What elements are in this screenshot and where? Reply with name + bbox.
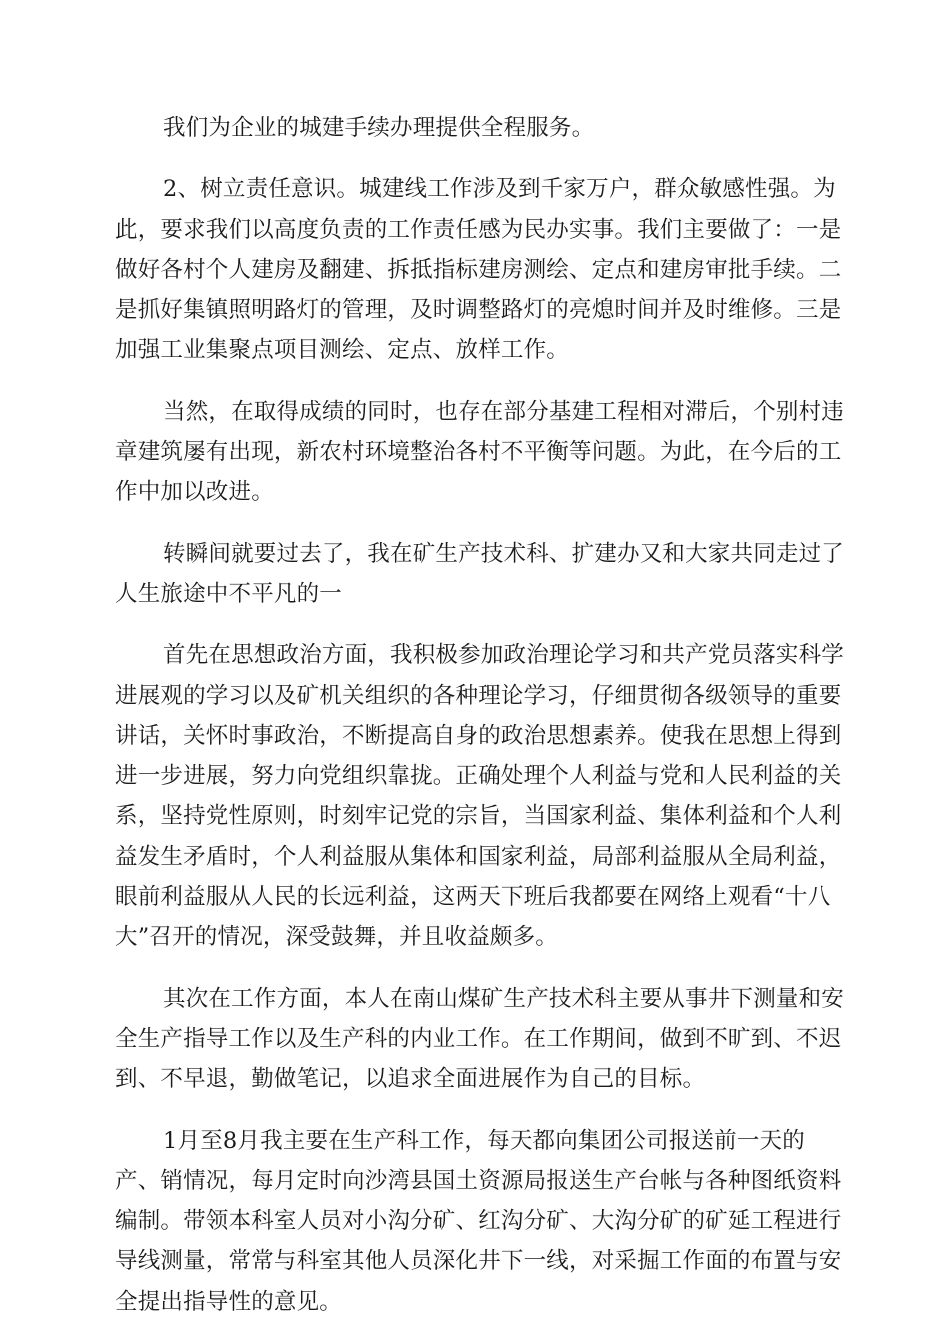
paragraph-line: 当然，在取得成绩的同时，也存在部分基建工程相对滞后，个别村违 xyxy=(163,398,845,425)
paragraph-line: 全提出指导性的意见。 xyxy=(115,1288,343,1315)
paragraph-1 xyxy=(115,108,840,148)
paragraph-line: 眼前利益服从人民的长远利益，这两天下班后我都要在网络上观看“十八 xyxy=(115,884,831,911)
paragraph-5 xyxy=(115,635,845,957)
paragraph-2 xyxy=(115,169,840,370)
paragraph-line: 首先在思想政治方面，我积极参加政治理论学习和共产党员落实科学 xyxy=(163,642,845,669)
paragraph-7 xyxy=(115,1121,840,1322)
paragraph-line: 产、销情况，每月定时向沙湾县国土资源局报送生产台帐与各种图纸资料 xyxy=(115,1167,842,1194)
paragraph-line: 进展观的学习以及矿机关组织的各种理论学习，仔细贯彻各级领导的重要 xyxy=(115,682,842,709)
paragraph-line: 章建筑屡有出现，新农村环境整治各村不平衡等问题。为此，在今后的工 xyxy=(115,439,842,466)
document-body xyxy=(115,108,845,1343)
paragraph-line: 2、树立责任意识。城建线工作涉及到千家万户，群众敏感性强。为 xyxy=(163,176,836,203)
paragraph-line: 做好各村个人建房及翻建、拆抵指标建房测绘、定点和建房审批手续。二 xyxy=(115,256,842,283)
paragraph-line: 是抓好集镇照明路灯的管理，及时调整路灯的亮熄时间并及时维修。三是 xyxy=(115,297,842,324)
paragraph-line: 其次在工作方面，本人在南山煤矿生产技术科主要从事井下测量和安 xyxy=(163,985,845,1012)
paragraph-line: 编制。带领本科室人员对小沟分矿、红沟分矿、大沟分矿的矿延工程进行 xyxy=(115,1208,842,1235)
paragraph-line: 人生旅途中不平凡的一 xyxy=(115,580,343,607)
paragraph-line: 大”召开的情况，深受鼓舞，并且收益颇多。 xyxy=(115,924,559,951)
paragraph-line: 1月至8月我主要在生产科工作，每天都向集团公司报送前一天的 xyxy=(163,1127,805,1154)
paragraph-line: 到、不早退，勤做笔记，以追求全面进展作为自己的目标。 xyxy=(115,1066,706,1093)
paragraph-line: 益发生矛盾时，个人利益服从集体和国家利益，局部利益服从全局利益， xyxy=(115,843,842,870)
paragraph-line: 我们为企业的城建手续办理提供全程服务。 xyxy=(163,115,595,141)
paragraph-6 xyxy=(115,979,845,1100)
paragraph-line: 全生产指导工作以及生产科的内业工作。在工作期间，做到不旷到、不迟 xyxy=(115,1025,842,1052)
paragraph-line: 此，要求我们以高度负责的工作责任感为民办实事。我们主要做了：一是 xyxy=(115,216,842,243)
paragraph-3 xyxy=(115,392,845,513)
paragraph-line: 加强工业集聚点项目测绘、定点、放样工作。 xyxy=(115,337,570,364)
paragraph-line: 导线测量，常常与科室其他人员深化井下一线，对采掘工作面的布置与安 xyxy=(115,1248,842,1275)
paragraph-line: 系，坚持党性原则，时刻牢记党的宗旨，当国家利益、集体利益和个人利 xyxy=(115,803,842,830)
paragraph-line: 讲话，关怀时事政治，不断提高自身的政治思想素养。使我在思想上得到 xyxy=(115,722,842,749)
paragraph-4 xyxy=(115,534,845,615)
paragraph-line: 转瞬间就要过去了，我在矿生产技术科、扩建办又和大家共同走过了 xyxy=(163,540,845,567)
paragraph-line: 作中加以改进。 xyxy=(115,479,274,506)
paragraph-line: 进一步进展，努力向党组织靠拢。正确处理个人利益与党和人民利益的关 xyxy=(115,763,842,790)
